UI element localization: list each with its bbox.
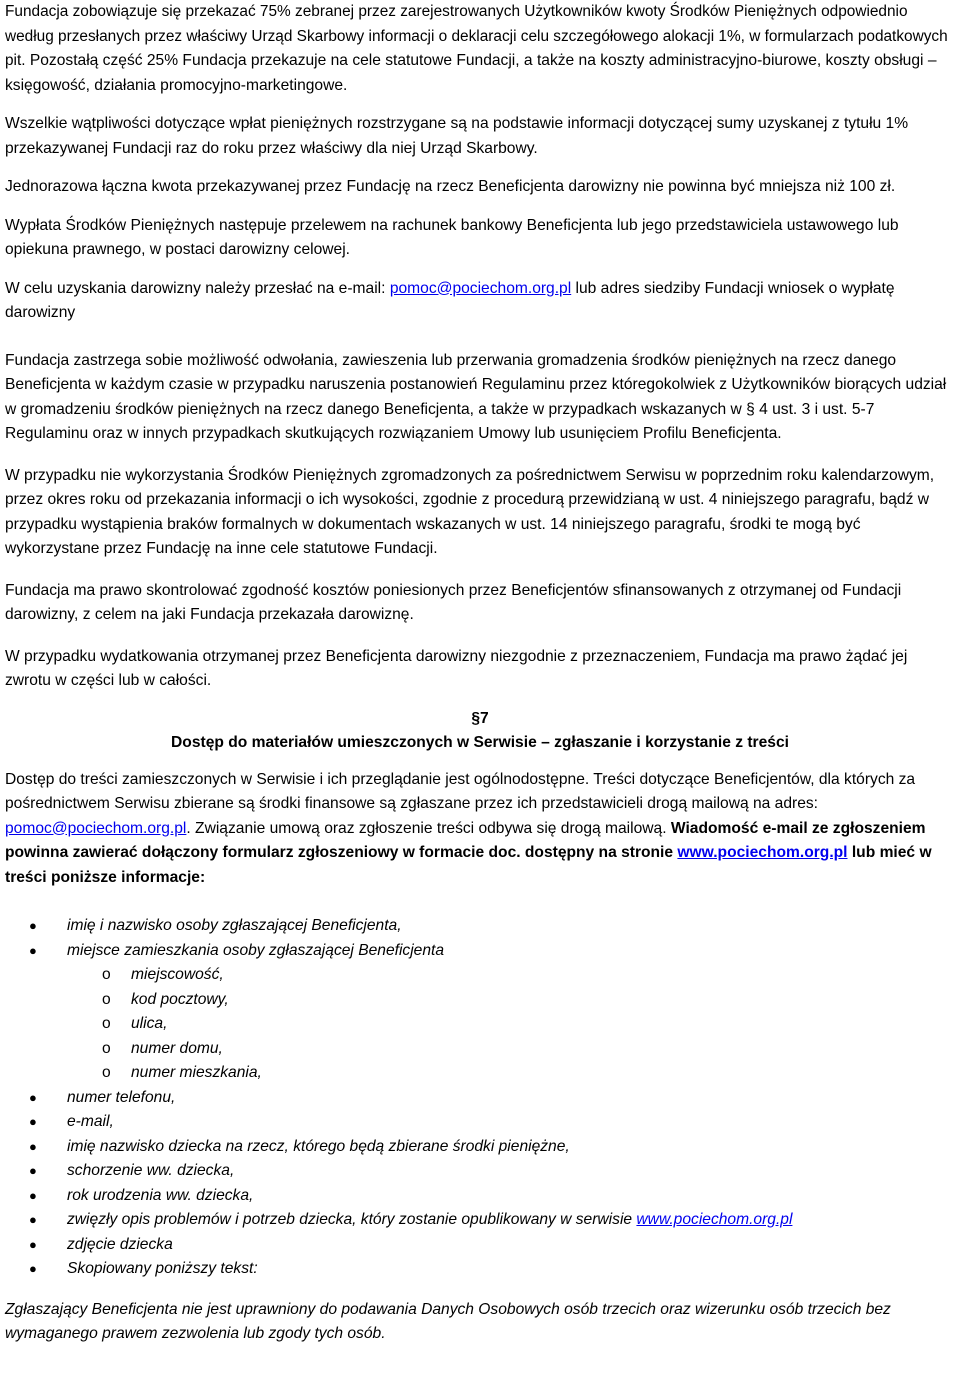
list-item: ● miejsce zamieszkania osoby zgłaszającej Beneficjenta <box>5 939 955 964</box>
list-item: ● zdjęcie dziecka <box>5 1233 955 1258</box>
sub-list-item: o numer mieszkania, <box>5 1061 955 1086</box>
email-link[interactable]: pomoc@pociechom.org.pl <box>389 279 572 297</box>
list-item: ● imię i nazwisko osoby zgłaszającej Beneficjenta, <box>5 914 955 939</box>
access-text-a: Dostęp do treści zamieszczonych w Serwisie i ich przeglądanie jest ogólnodostępne. Treści dotyczące Beneficjentów, dla których za pośrednictwem Serwisu zbierane są środki finansowe są zgłaszane przez ich przedstawicieli drogą mailową na adres: <box>5 770 916 812</box>
list-item <box>5 1208 955 1233</box>
paragraph-minimum-amount: Jednorazowa łączna kwota przekazywanej przez Fundację na rzecz Beneficjenta darowizny nie powinna być mniejsza niż 100 zł. <box>5 178 896 195</box>
paragraph-refund: W przypadku wydatkowania otrzymanej przez Beneficjenta darowizny niezgodnie z przeznaczeniem, Fundacja ma prawo żądać jej zwrotu w części lub w całości. <box>5 647 908 689</box>
paragraph-disclaimer: Zgłaszający Beneficjenta nie jest uprawniony do podawania Danych Osobowych osób trzecich oraz wizerunku osób trzecich bez wymaganego prawem zezwolenia lub zgody tych osób. <box>5 1300 891 1342</box>
sub-list-item: o ulica, <box>5 1012 955 1037</box>
section-number: §7 <box>471 709 489 727</box>
list-item-text: zwięzły opis problemów i potrzeb dziecka, który zostanie opublikowany w serwisie <box>67 1211 637 1228</box>
required-info-list <box>5 914 955 1282</box>
website-link[interactable]: www.pociechom.org.pl <box>677 844 848 861</box>
list-item: ● imię nazwisko dziecka na rzecz, którego będą zbierane środki pieniężne, <box>5 1135 955 1160</box>
request-text-after: lub adres siedziby Fundacji wniosek o wypłatę darowizny <box>5 279 895 321</box>
access-bold-text-2: lub mieć w treści poniższe informacje: <box>5 844 932 886</box>
section-title: Dostęp do materiałów umieszczonych w Serwisie – zgłaszanie i korzystanie z treści <box>171 734 789 751</box>
paragraph-allocation <box>5 0 955 98</box>
document-page <box>5 0 955 1347</box>
allocation-text-b: Pozostałą część 25% Fundacja przekazuje na cele statutowe Fundacji, a także na koszty administracyjno-biurowe, koszty obsługi – księgowość, działania promocyjno-marketingowe. <box>5 52 937 94</box>
list-item: ● schorzenie ww. dziecka, <box>5 1159 955 1184</box>
website-link-2[interactable]: www.pociechom.org.pl <box>636 1211 793 1228</box>
sub-list-item: o kod pocztowy, <box>5 988 955 1013</box>
sub-list-item: o numer domu, <box>5 1037 955 1062</box>
list-item: ● rok urodzenia ww. dziecka, <box>5 1184 955 1209</box>
list-item: ● numer telefonu, <box>5 1086 955 1111</box>
list-item: ● e-mail, <box>5 1110 955 1135</box>
access-bold-text-1: Wiadomość e-mail ze zgłoszeniem powinna zawierać dołączony formularz zgłoszeniowy w formacie doc. dostępny na stronie <box>5 819 926 861</box>
paragraph-request <box>5 277 955 326</box>
paragraph-doubts: Wszelkie wątpliwości dotyczące wpłat pieniężnych rozstrzygane są na podstawie informacji dotyczącej sumy uzyskanej z tytułu 1% przekazywanej Fundacji raz do roku przez właściwy dla niej Urząd Skarbowy. <box>5 115 909 157</box>
list-item: ● Skopiowany poniższy tekst: <box>5 1257 955 1282</box>
access-text-b: . Związanie umową oraz zgłoszenie treści odbywa się drogą mailową. <box>186 819 671 837</box>
paragraph-access <box>5 768 955 891</box>
paragraph-payout: Wypłata Środków Pieniężnych następuje przelewem na rachunek bankowy Beneficjenta lub jego przedstawiciela ustawowego lub opiekuna prawnego, w postaci darowizny celowej. <box>5 216 899 258</box>
paragraph-withdrawal: Fundacja zastrzega sobie możliwość odwołania, zawieszenia lub przerwania gromadzenia środków pieniężnych na rzecz danego Beneficjenta w każdym czasie w przypadku naruszenia postanowień Regulaminu przez któregokolwiek z Użytkowników biorących udział w gromadzeniu środków pieniężnych na rzecz danego Beneficjenta, a także w przypadkach wskazanych w § 4 ust. 3 i ust. 5-7 Regulaminu oraz w innych przypadkach skutkujących rozwiązaniem Umowy lub usunięciem Profilu Beneficjenta. <box>5 351 947 442</box>
email-link-2[interactable]: pomoc@pociechom.org.pl <box>5 819 187 837</box>
allocation-text-a: Fundacja zobowiązuje się przekazać 75% zebranej przez zarejestrowanych Użytkowników kwoty Środków Pieniężnych odpowiednio według przesłanych przez właściwy Urząd Skarbowy informacji o deklaracji celu szczegółowego alokacji 1%, w formularzach podatkowych pit. <box>5 3 948 69</box>
paragraph-unused-funds: W przypadku nie wykorzystania Środków Pieniężnych zgromadzonych za pośrednictwem Serwisu w poprzednim roku kalendarzowym, przez okres roku od przekazania informacji o ich wysokości, zgodnie z procedurą przewidzianą w ust. 4 niniejszego paragrafu, bądź w przypadku wystąpienia braków formalnych w dokumentach wskazanych w ust. 14 niniejszego paragrafu, środki te mogą być wykorzystane przez Fundację na inne cele statutowe Fundacji. <box>5 466 935 557</box>
paragraph-control: Fundacja ma prawo skontrolować zgodność kosztów poniesionych przez Beneficjentów sfinansowanych z otrzymanej od Fundacji darowizny, z celem na jaki Fundacja przekazała darowiznę. <box>5 581 902 623</box>
sub-list-item: o miejscowość, <box>5 963 955 988</box>
request-text-before: W celu uzyskania darowizny należy przesłać na e-mail: <box>5 279 390 297</box>
